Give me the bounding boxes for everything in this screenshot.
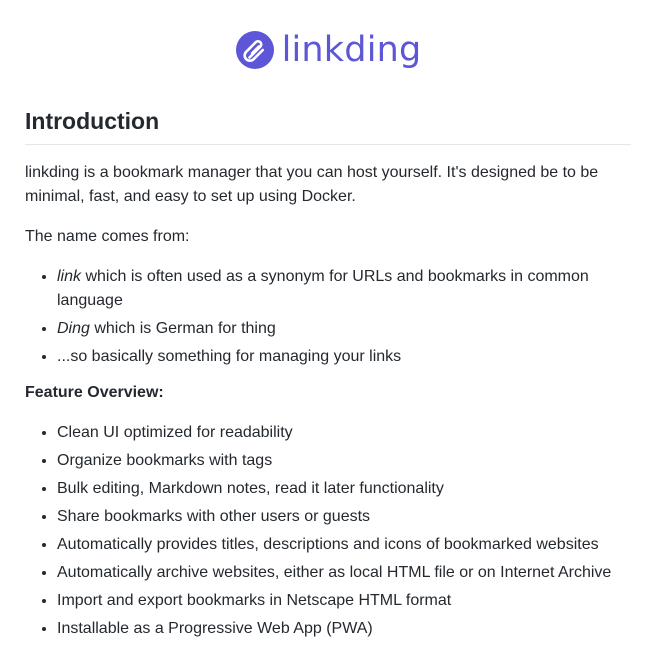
name-origin-intro: The name comes from: (25, 228, 190, 245)
list-item: • Automatically provides titles, descriptions and icons of bookmarked websites (57, 533, 631, 557)
list-item: • Import and export bookmarks in Netscape HTML format (57, 589, 631, 613)
linkding-logo-icon (235, 30, 275, 70)
name-term: link (57, 268, 82, 285)
list-item: • Installable as a Progressive Web App (PWA) (57, 617, 631, 641)
list-item: • ...so basically something for managing your links (57, 345, 631, 369)
intro-paragraph: linkding is a bookmark manager that you can host yourself. It's designed be to be minimal, fast, and easy to set up using Docker. (25, 164, 599, 205)
logo-text: linkding (281, 30, 422, 70)
introduction-heading: Introduction (25, 106, 631, 145)
list-item: • Automatically archive websites, either as local HTML file or on Internet Archive (57, 561, 631, 585)
list-item: • Ding which is German for thing (57, 317, 631, 341)
feature-list (25, 421, 631, 641)
list-item: • Bulk editing, Markdown notes, read it later functionality (57, 477, 631, 501)
name-origin-list (25, 265, 631, 369)
list-item: • Share bookmarks with other users or guests (57, 505, 631, 529)
list-item: • Clean UI optimized for readability (57, 421, 631, 445)
list-item: • link which is often used as a synonym for URLs and bookmarks in common language (57, 265, 631, 313)
logo (25, 0, 631, 70)
feature-overview-heading: Feature Overview: (25, 384, 164, 401)
list-item: • Organize bookmarks with tags (57, 449, 631, 473)
name-term: Ding (57, 320, 90, 337)
